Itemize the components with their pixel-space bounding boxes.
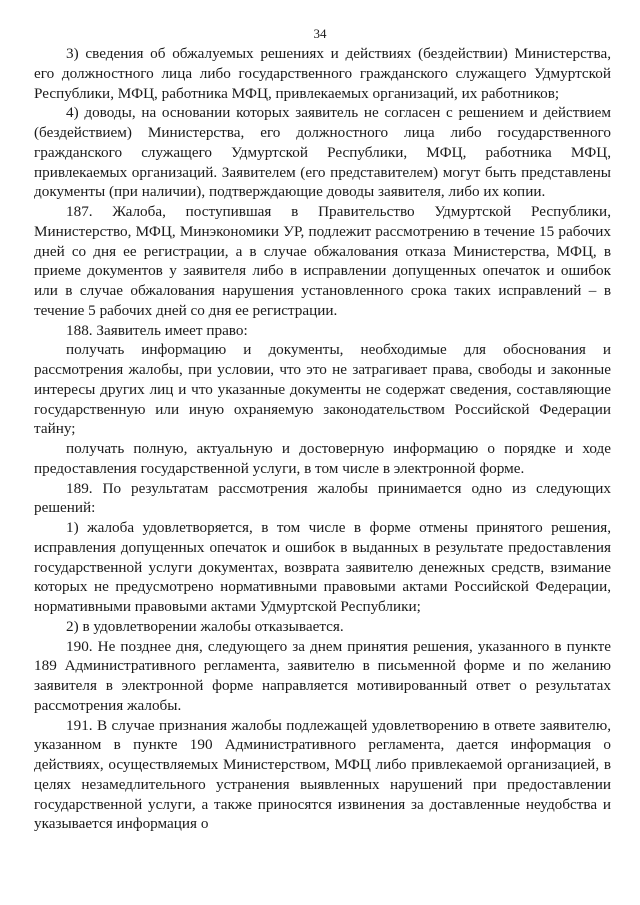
paragraph-item-3-complaint-details: 3) сведения об обжалуемых решениях и действиях (бездействии) Министерства, его должностного лица либо государственного гражданского служащего Удмуртской Республики, МФЦ, работника МФЦ, привлекаемых организаций, их работников; (34, 45, 611, 102)
paragraph-189-decisions: 189. По результатам рассмотрения жалобы принимается одно из следующих решений: (34, 479, 611, 517)
paragraph-187-review-period: 187. Жалоба, поступившая в Правительство Удмуртской Республики, Министерство, МФЦ, Минэкономики УР, подлежит рассмотрению в течение 15 рабочих дней со дня ее регистрации, а в случае обжалования отказа Министерства, МФЦ, в приеме документов у заявителя либо в исправлении допущенных опечаток и ошибок или в случае обжалования нарушения установленного срока таких исправлений – в течение 5 рабочих дней со дня ее регистрации. (34, 203, 611, 319)
paragraph-decision-refused: 2) в удовлетворении жалобы отказывается. (66, 617, 344, 635)
paragraph-decision-satisfied: 1) жалоба удовлетворяется, в том числе в форме отмены принятого решения, исправления допущенных опечаток и ошибок в выданных в результате предоставления государственной услуги документах, возврата заявителю денежных средств, взимание которых не предусмотрено нормативными правовыми актами Российской Федерации, нормативными правовыми актами Удмуртской Республики; (34, 519, 611, 615)
paragraph-188-applicant-rights: 188. Заявитель имеет право: (66, 321, 248, 339)
paragraph-191-satisfaction-info: 191. В случае признания жалобы подлежащей удовлетворению в ответе заявителю, указанном в пункте 190 Административного регламента, дается информация о действиях, осуществляемых Министерством, МФЦ либо привлекаемой организацией, в целях незамедлительного устранения выявленных нарушений при предоставлении государственной услуги, а также приносятся извинения за доставленные неудобства и указывается информация о (34, 716, 611, 833)
paragraph-right-get-documents: получать информацию и документы, необходимые для обоснования и рассмотрения жалобы, при условии, что это не затрагивает права, свободы и законные интересы других лиц и что указанные документы не содержат сведения, составляющие государственную или иную охраняемую законодательством Российской Федерации тайну; (34, 341, 611, 438)
paragraph-190-response: 190. Не позднее дня, следующего за днем принятия решения, указанного в пункте 189 Административного регламента, заявителю в письменной форме и по желанию заявителя в электронной форме направляется мотивированный ответ о результатах рассмотрения жалобы. (34, 637, 611, 714)
paragraph-right-get-information: получать полную, актуальную и достоверную информацию о порядке и ходе предоставления государственной услуги, в том числе в электронной форме. (34, 440, 611, 477)
paragraph-item-4-arguments: 4) доводы, на основании которых заявитель не согласен с решением и действием (бездействием) Министерства, его должностного лица либо государственного гражданского служащего Удмуртской Республики, МФЦ, работника МФЦ, привлекаемых организаций. Заявителем (его представителем) могут быть представлены документы (при наличии), подтверждающие доводы заявителя, либо их копии. (34, 104, 611, 201)
page-number: 34 (313, 26, 327, 41)
document-body (34, 44, 611, 834)
